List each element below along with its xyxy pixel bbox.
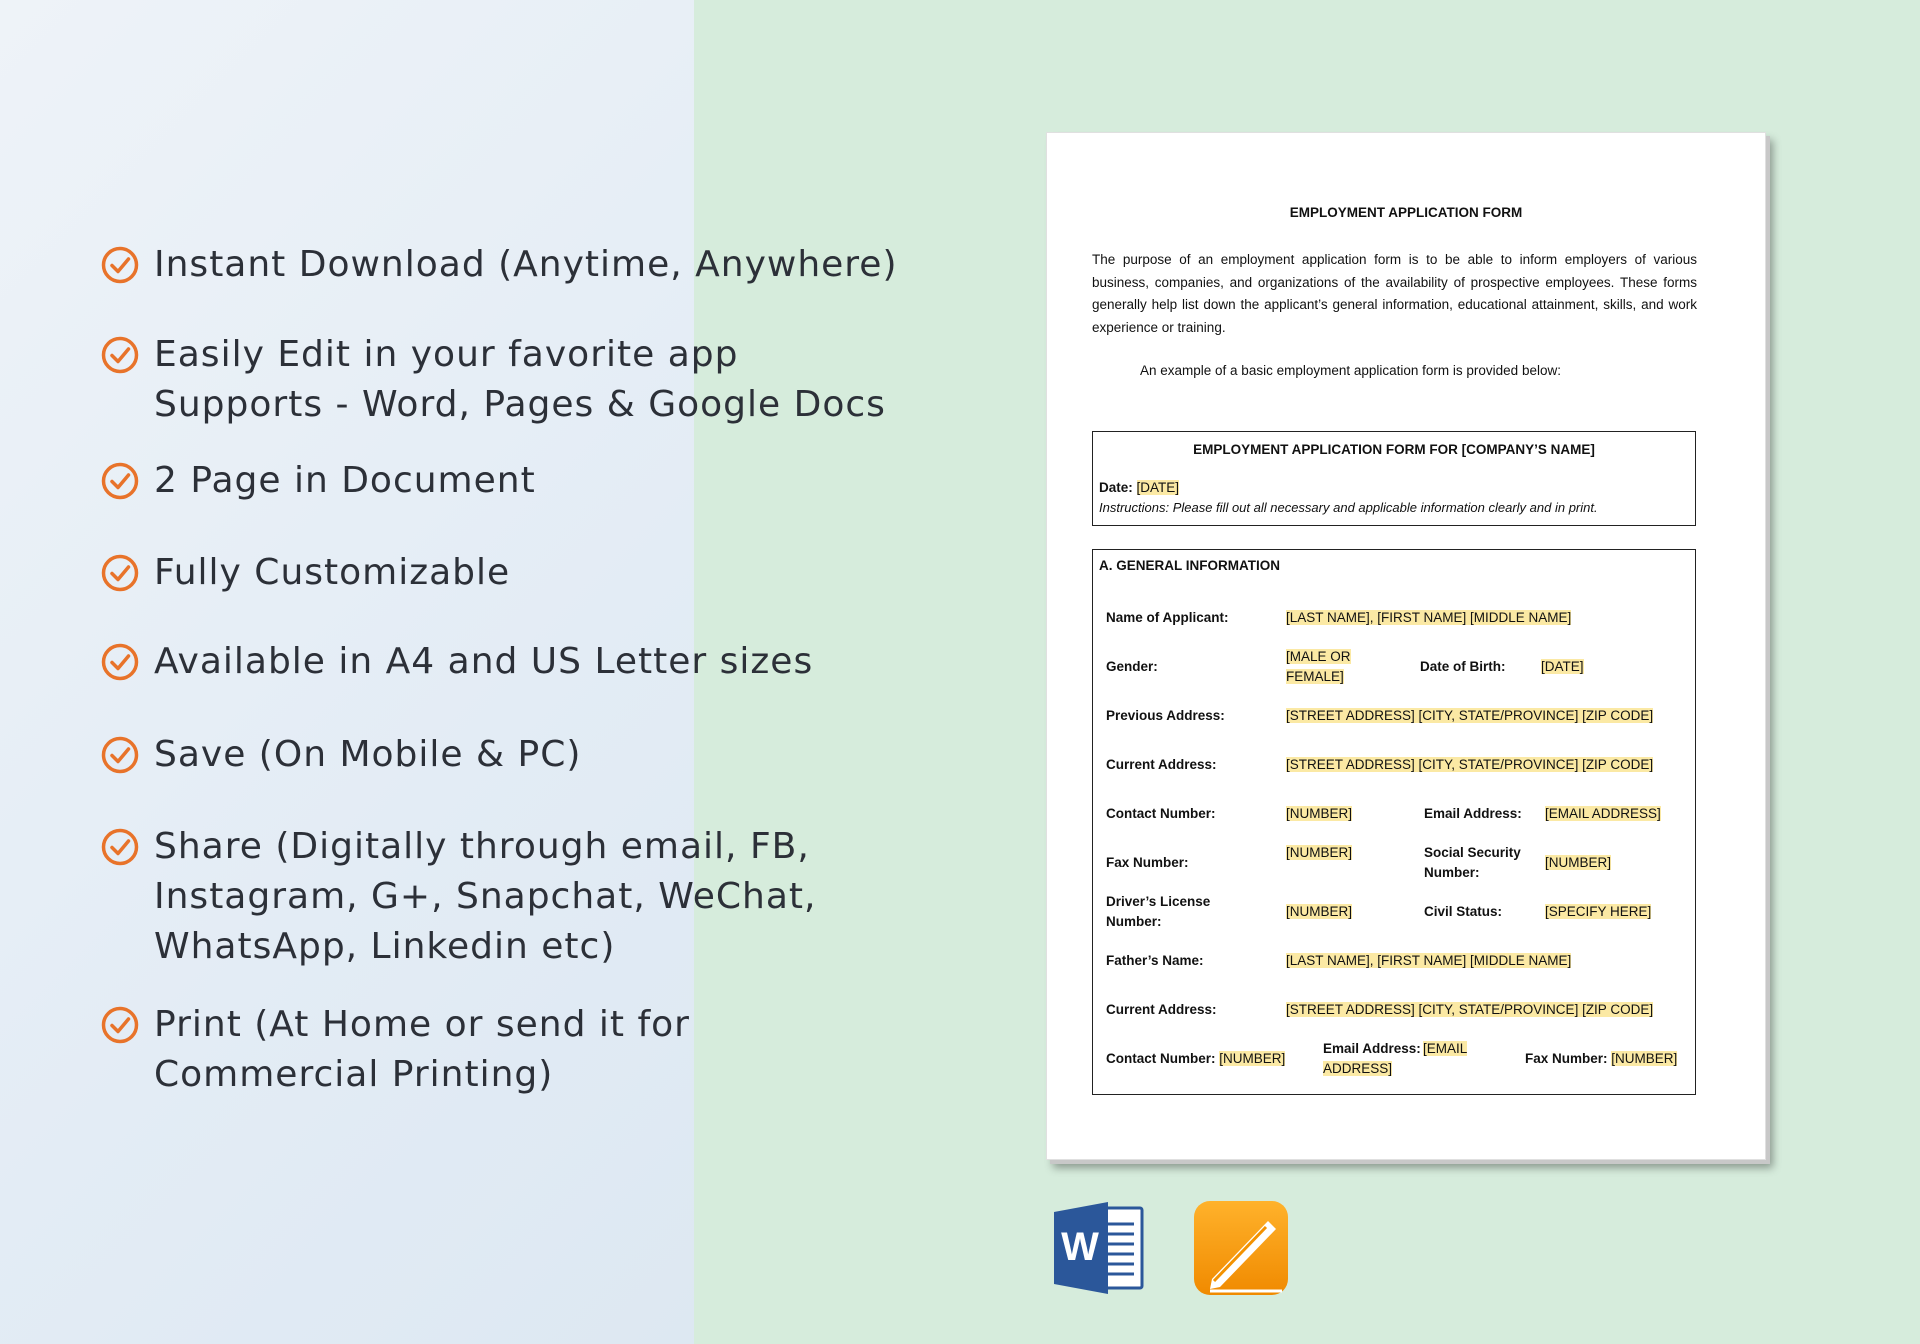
feature-line: Share (Digitally through email, FB, [154,826,810,867]
name-value: [LAST NAME], [FIRST NAME] [MIDDLE NAME] [1286,610,1572,625]
feature-item [100,637,813,687]
previous-address-value: [STREET ADDRESS] [CITY, STATE/PROVINCE] [ZIP CODE] [1286,708,1654,723]
check-circle-icon [100,827,140,867]
check-circle-icon [100,461,140,501]
check-circle-icon [100,553,140,593]
name-label: Name of Applicant: [1106,610,1229,625]
current-address-2-label: Current Address: [1106,1002,1217,1017]
word-icon-letter: W [1061,1225,1099,1269]
fax-number-2-row: Fax Number: [NUMBER] [1525,1051,1678,1066]
ssn-value: [NUMBER] [1545,855,1612,870]
email-address-value: [EMAIL ADDRESS] [1545,806,1661,821]
feature-text: Save (On Mobile & PC) [154,734,582,775]
feature-line: Supports - Word, Pages & Google Docs [154,384,886,425]
contact-number-2-row: Contact Number: [NUMBER] [1106,1051,1286,1066]
fathers-name-label: Father’s Name: [1106,953,1204,968]
document-title: EMPLOYMENT APPLICATION FORM [1289,205,1523,220]
feature-item [100,730,581,780]
contact-number-value: [NUMBER] [1286,806,1353,821]
check-circle-icon [100,335,140,375]
feature-line: Easily Edit in your favorite app [154,334,739,375]
form-instructions: Instructions: Please fill out all necessary and applicable information clearly and in print. [1099,500,1598,515]
section-heading: A. GENERAL INFORMATION [1099,558,1280,573]
feature-line: Commercial Printing) [154,1054,554,1095]
feature-line: Print (At Home or send it for [154,1004,690,1045]
form-header-title: EMPLOYMENT APPLICATION FORM FOR [COMPANY’S NAME] [1193,442,1595,457]
general-information-box [1092,549,1696,1095]
microsoft-word-icon [1052,1200,1148,1296]
fax-number-value: [NUMBER] [1286,845,1353,860]
form-date-row [1099,480,1179,495]
current-address-value: [STREET ADDRESS] [CITY, STATE/PROVINCE] [ZIP CODE] [1286,757,1654,772]
current-address-label: Current Address: [1106,757,1217,772]
check-circle-icon [100,735,140,775]
dob-value: [DATE] [1541,659,1584,674]
feature-text: Available in A4 and US Letter sizes [154,641,814,682]
dob-label: Date of Birth: [1420,659,1506,674]
feature-item [100,1000,690,1100]
feature-text: 2 Page in Document [154,460,536,501]
previous-address-label: Previous Address: [1106,708,1225,723]
feature-item [100,822,816,972]
email-address-2-value-cont: ADDRESS] [1323,1061,1393,1076]
document-intro-paragraph: The purpose of an employment application form is to be able to inform employers of various business, companies, and organizations of the availability of prospective employees. These forms generally help list down the applicant’s general information, educational attainment, skills, and work experience or training. [1092,252,1697,335]
civil-status-value: [SPECIFY HERE] [1545,904,1652,919]
check-circle-icon [100,642,140,682]
gender-label: Gender: [1106,659,1158,674]
date-value: [DATE] [1136,480,1180,495]
civil-status-label: Civil Status: [1424,904,1503,919]
date-label: Date: [1099,480,1133,495]
feature-text [154,1000,690,1100]
fathers-name-value: [LAST NAME], [FIRST NAME] [MIDDLE NAME] [1286,953,1572,968]
feature-item [100,240,898,290]
feature-text [154,822,816,972]
check-circle-icon [100,1005,140,1045]
current-address-2-value: [STREET ADDRESS] [CITY, STATE/PROVINCE] [ZIP CODE] [1286,1002,1654,1017]
document-example-text: An example of a basic employment application form is provided below: [1140,363,1561,378]
email-address-label: Email Address: [1424,806,1522,821]
feature-item [100,330,886,430]
fax-number-label: Fax Number: [1106,855,1189,870]
contact-number-label: Contact Number: [1106,806,1216,821]
drivers-license-value: [NUMBER] [1286,904,1353,919]
document-preview [1046,132,1766,1160]
email-address-2-label: Email Address: [1323,1041,1421,1056]
feature-line: Instagram, G+, Snapchat, WeChat, [154,876,817,917]
form-header-box [1092,431,1696,526]
feature-line: WhatsApp, Linkedin etc) [154,926,616,967]
feature-text: Instant Download (Anytime, Anywhere) [154,244,898,285]
feature-text: Fully Customizable [154,552,511,593]
gender-value: [MALE OR FEMALE] [1286,649,1351,684]
apple-pages-icon [1192,1199,1290,1297]
check-circle-icon [100,245,140,285]
drivers-license-label: Driver’s License Number: [1106,894,1211,929]
feature-text [154,330,886,430]
ssn-label: Social Security Number: [1424,845,1521,880]
feature-item [100,456,536,506]
email-address-2-value: [EMAIL [1423,1041,1468,1056]
feature-item [100,548,510,598]
